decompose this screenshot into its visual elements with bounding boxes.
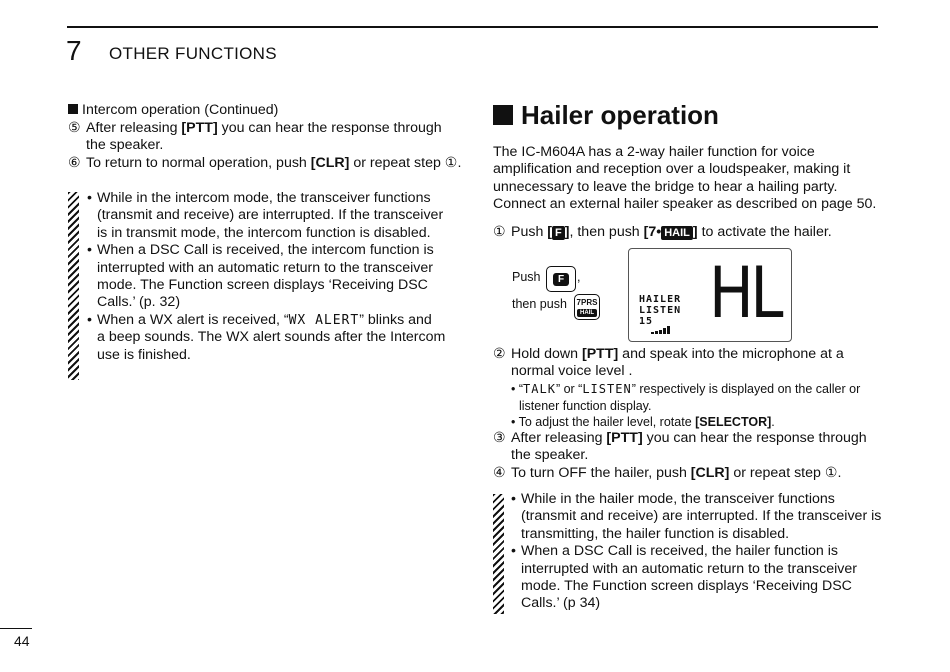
intercom-step-6: ⑥ To return to normal operation, push [CLR] or repeat step ①. bbox=[68, 155, 462, 171]
chapter-title: OTHER FUNCTIONS bbox=[109, 44, 277, 63]
chapter-number: 7 bbox=[66, 35, 82, 66]
header-rule bbox=[67, 26, 878, 28]
lcd-display-illustration: HAILER LISTEN 15 HL bbox=[628, 248, 792, 342]
note-item: • While in the hailer mode, the transceiver functions (transmit and receive) are interrupted. If the transceiver is transmitting, the hailer function is disabled. bbox=[511, 491, 881, 543]
square-bullet-icon bbox=[493, 105, 513, 125]
hailer-step-3: ③ After releasing [PTT] you can hear the response through the speaker. bbox=[493, 430, 867, 464]
then-push-label: then push bbox=[512, 297, 567, 311]
f-key-icon: F bbox=[552, 226, 565, 240]
note-hatch-bar bbox=[68, 192, 79, 380]
signal-level-icon bbox=[651, 321, 673, 329]
hailer-step-1: ① Push [ F ], then push [7• HAIL ] to activate the hailer. bbox=[493, 224, 832, 240]
step-2-sub-bullets: • “TALK” or “LISTEN” respectively is displayed on the caller or listener function display. • To adjust the hailer level, rotate [SELECTOR]. bbox=[511, 382, 861, 430]
hailer-intro: The IC-M604A has a 2-way hailer function for voice amplification and reception over a loudspeaker, making it unnecessary to leave the bridge to hear a hailing party. Connect an external hailer speaker as described on page 50. bbox=[493, 144, 877, 213]
hailer-notes bbox=[511, 491, 881, 613]
comma-text: , bbox=[577, 270, 581, 284]
seven-hail-button-icon: 7PRS HAIL bbox=[574, 294, 600, 320]
hailer-heading: Hailer operation bbox=[493, 100, 719, 131]
note-hatch-bar bbox=[493, 494, 504, 614]
f-button-icon: F bbox=[546, 266, 576, 292]
hail-key-icon: HAIL bbox=[661, 226, 693, 240]
note-item: • When a WX alert is received, “WX ALERT” blinks and a beep sounds. The WX alert sounds after the Intercom use is finished. bbox=[87, 312, 445, 364]
intercom-section-label: Intercom operation (Continued) bbox=[68, 102, 278, 119]
hailer-step-2: ② Hold down [PTT] and speak into the microphone at a normal voice level . bbox=[493, 346, 844, 380]
note-item: • While in the intercom mode, the transceiver functions (transmit and receive) are interrupted. If the transceiver is in transmit mode, the intercom function is disabled. bbox=[87, 190, 445, 242]
hailer-step-4: ④ To turn OFF the hailer, push [CLR] or repeat step ①. bbox=[493, 465, 842, 481]
square-bullet-icon bbox=[68, 104, 78, 114]
hl-display-text: HL bbox=[709, 252, 781, 334]
intercom-step-5: ⑤ After releasing [PTT] you can hear the response through the speaker. bbox=[68, 120, 442, 154]
push-label: Push bbox=[512, 270, 541, 284]
note-item: • When a DSC Call is received, the intercom function is interrupted with an automatic return to the transceiver mode. The Function screen displays ‘Receiving DSC Calls.’ (p. 32) bbox=[87, 242, 445, 312]
intercom-notes bbox=[87, 190, 445, 364]
note-item: • When a DSC Call is received, the hailer function is interrupted with an automatic return to the transceiver mode. The Function screen displays ‘Receiving DSC Calls.’ (p 34) bbox=[511, 543, 881, 613]
page-number: 44 bbox=[0, 628, 32, 649]
